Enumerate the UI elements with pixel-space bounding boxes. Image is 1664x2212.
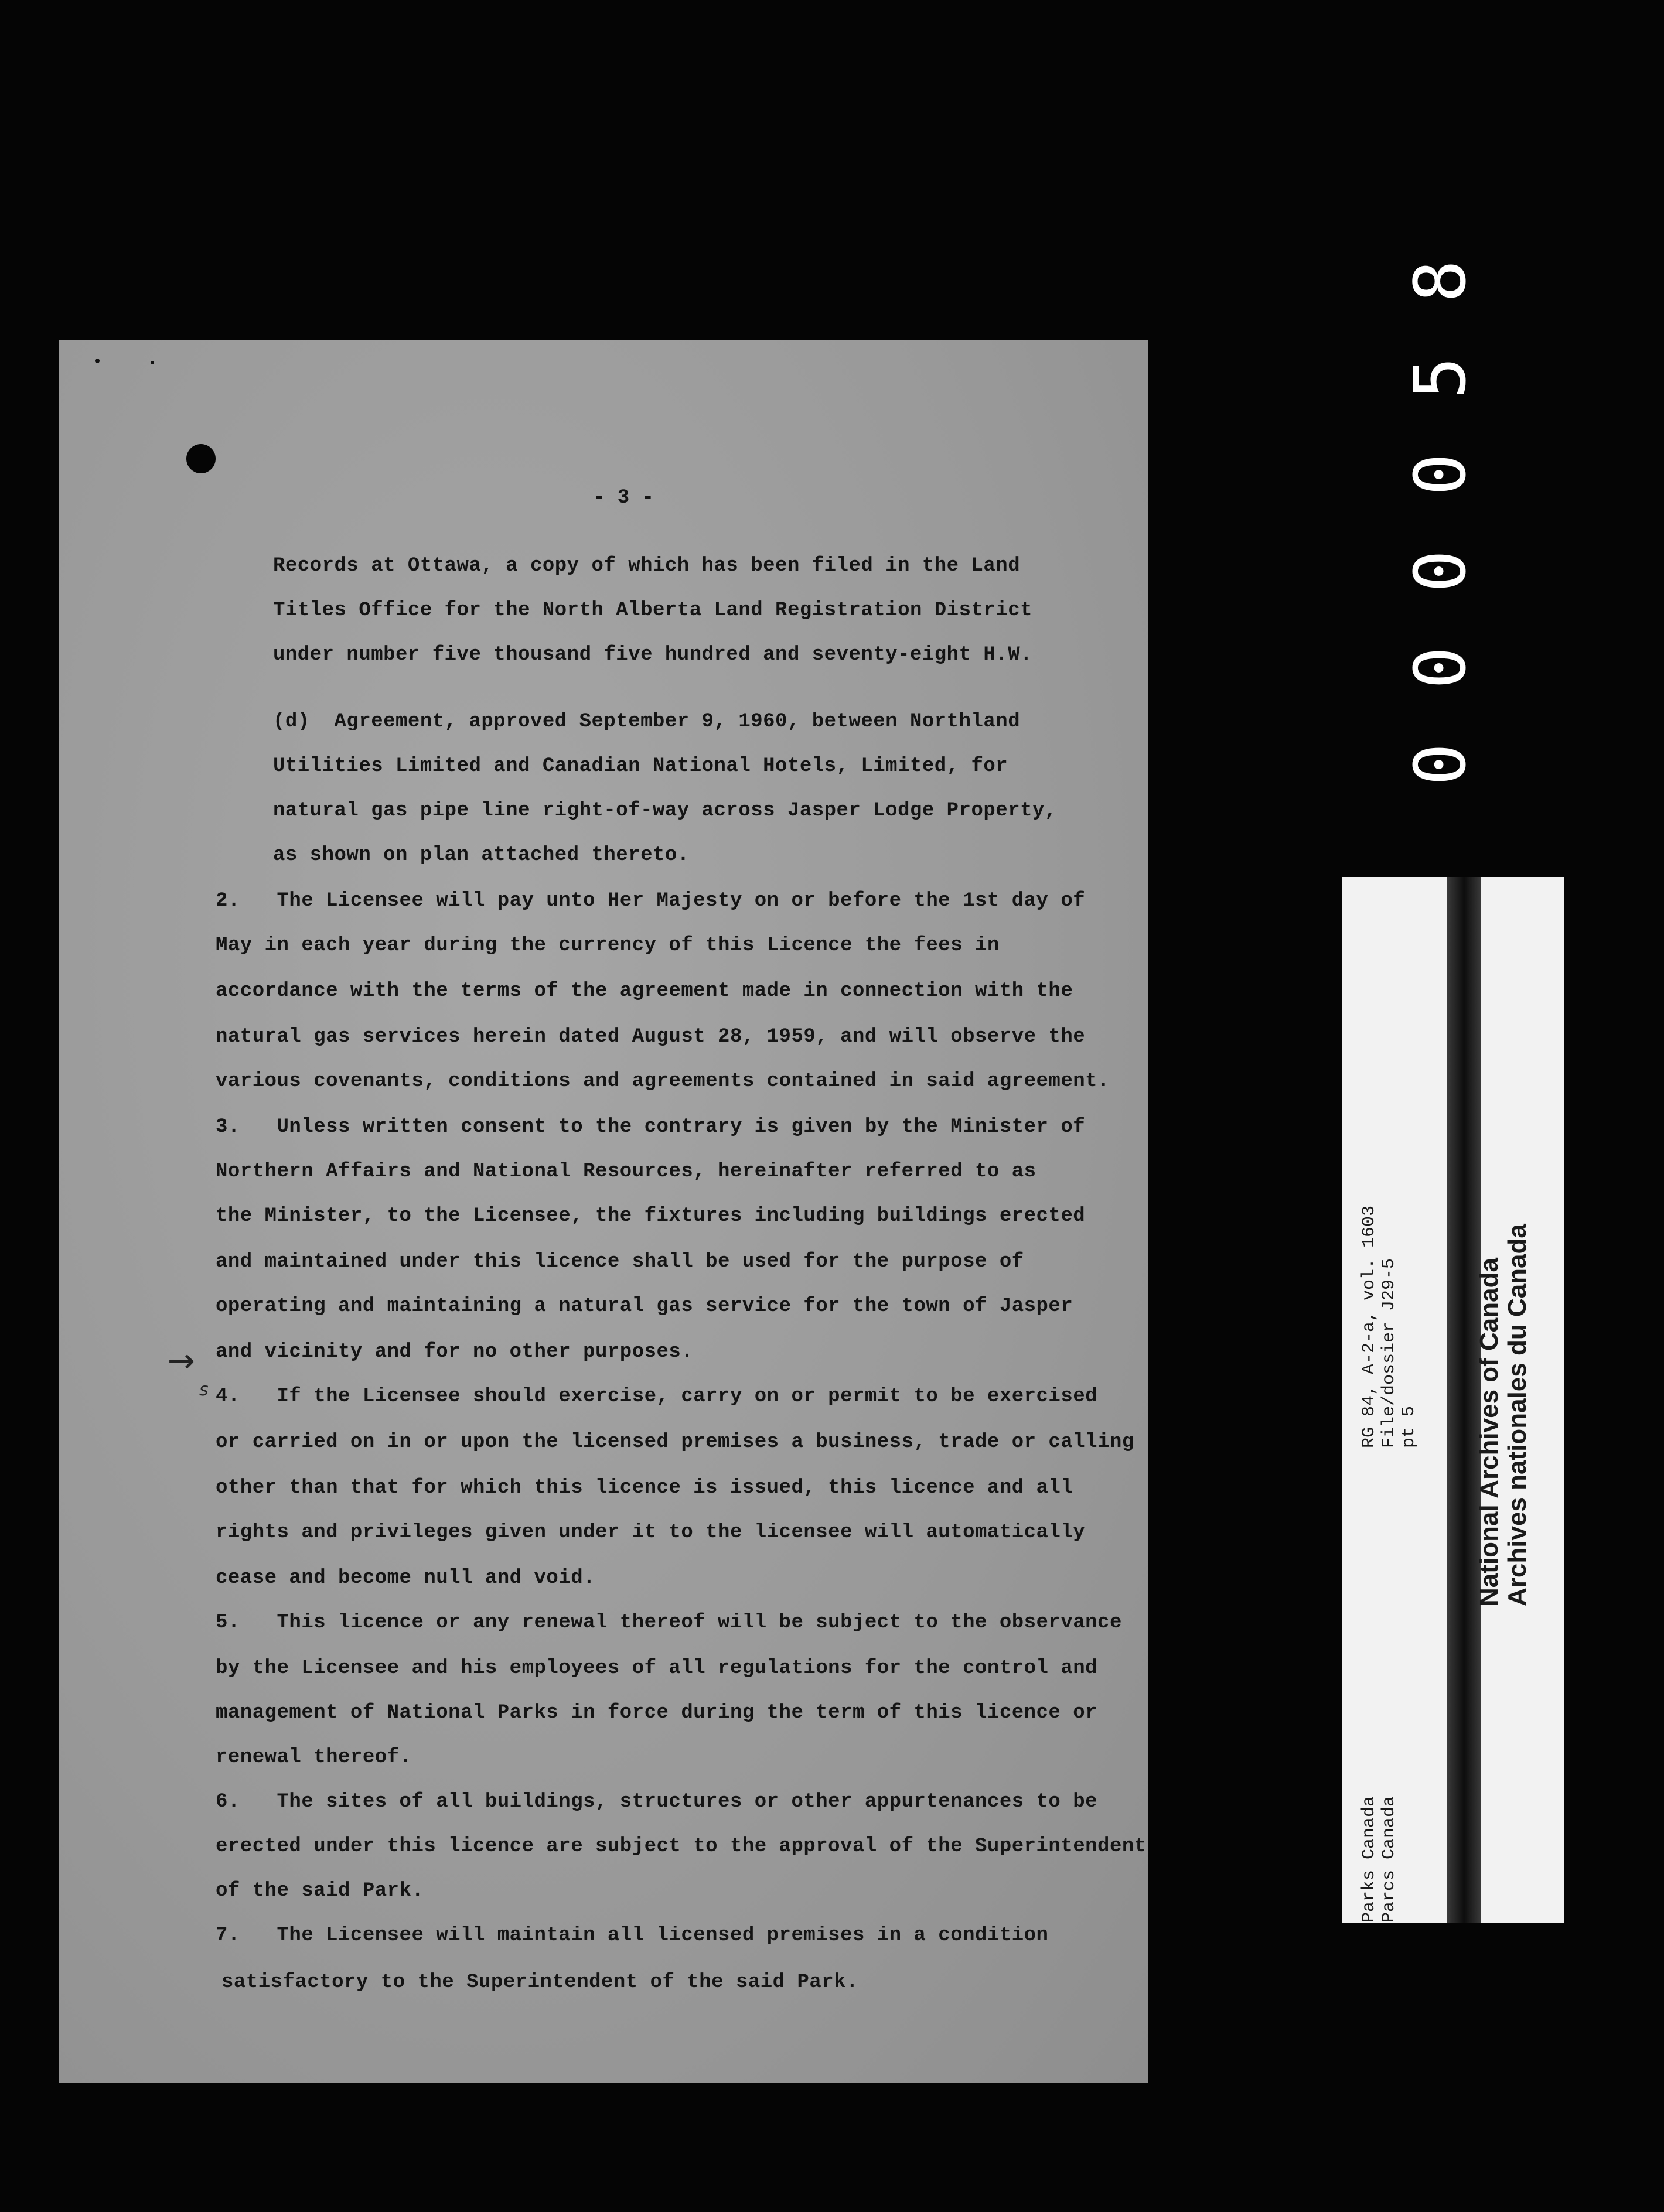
margin-note: s	[199, 1380, 209, 1400]
frame-digit: 8	[1400, 260, 1482, 303]
text-line: 2. The Licensee will pay unto Her Majesty on or before the 1st day of	[216, 890, 1086, 912]
punch-hole	[186, 444, 216, 473]
text-line: Utilities Limited and Canadian National Hotels, Limited, for	[273, 755, 1008, 777]
archive-reference: pt 5	[1399, 1405, 1419, 1448]
frame-digit: 0	[1400, 743, 1482, 786]
text-line: natural gas services herein dated August 28, 1959, and will observe the	[216, 1026, 1086, 1048]
text-line: (d) Agreement, approved September 9, 1960, between Northland	[273, 711, 1021, 733]
text-line: by the Licensee and his employees of all regulations for the control and	[216, 1657, 1098, 1680]
text-line: Northern Affairs and National Resources, hereinafter referred to as	[216, 1160, 1036, 1183]
text-line: the Minister, to the Licensee, the fixtures including buildings erected	[216, 1205, 1086, 1227]
text-line: natural gas pipe line right-of-way across Jasper Lodge Property,	[273, 800, 1057, 822]
margin-arrow: →	[168, 1342, 195, 1380]
text-line: renewal thereof.	[216, 1746, 412, 1769]
text-line: 3. Unless written consent to the contrary is given by the Minister of	[216, 1116, 1086, 1138]
archive-reference: File/dossier J29-5	[1379, 1258, 1399, 1448]
text-line: Records at Ottawa, a copy of which has been filed in the Land	[273, 555, 1021, 577]
text-line: of the said Park.	[216, 1880, 424, 1902]
institution-name: Archives nationales du Canada	[1503, 1224, 1532, 1606]
archive-reference: RG 84, A-2-a, vol. 1603	[1359, 1205, 1379, 1448]
frame-digit: 5	[1400, 356, 1482, 400]
text-line: Titles Office for the North Alberta Land Registration District	[273, 599, 1033, 622]
frame-digit: 0	[1400, 646, 1482, 689]
text-line: 7. The Licensee will maintain all licensed premises in a condition	[216, 1924, 1049, 1947]
text-line: accordance with the terms of the agreement made in connection with the	[216, 980, 1073, 1002]
agency-name: Parcs Canada	[1379, 1795, 1399, 1923]
text-line: various covenants, conditions and agreements contained in said agreement.	[216, 1070, 1110, 1093]
text-line: 6. The sites of all buildings, structures or other appurtenances to be	[216, 1791, 1098, 1813]
institution-name: National Archives of Canada	[1475, 1258, 1503, 1606]
text-line: operating and maintaining a natural gas service for the town of Jasper	[216, 1295, 1073, 1317]
text-line: rights and privileges given under it to the licensee will automatically	[216, 1521, 1086, 1544]
text-line: 4. If the Licensee should exercise, carry on or permit to be exercised	[216, 1385, 1098, 1408]
text-line: May in each year during the currency of this Licence the fees in	[216, 934, 1000, 957]
text-line: under number five thousand five hundred and seventy-eight H.W.	[273, 644, 1033, 666]
text-line: and vicinity and for no other purposes.	[216, 1341, 694, 1363]
frame-digit: 0	[1400, 453, 1482, 496]
document-page	[59, 340, 1148, 2083]
frame-digit: 0	[1400, 549, 1482, 593]
archive-tag	[1342, 877, 1564, 1923]
text-line: management of National Parks in force during the term of this licence or	[216, 1702, 1098, 1724]
text-line: satisfactory to the Superintendent of the said Park.	[221, 1971, 858, 1993]
text-line: as shown on plan attached thereto.	[273, 844, 690, 866]
speck	[151, 361, 154, 364]
text-line: cease and become null and void.	[216, 1567, 596, 1589]
speck	[95, 359, 100, 363]
frame-number	[1383, 228, 1500, 803]
text-line: or carried on in or upon the licensed premises a business, trade or calling	[216, 1431, 1134, 1453]
agency-name: Parks Canada	[1359, 1795, 1379, 1923]
text-line: other than that for which this licence is issued, this licence and all	[216, 1477, 1073, 1499]
page-number: - 3 -	[593, 487, 654, 509]
text-line: erected under this licence are subject to the approval of the Superintendent	[216, 1835, 1147, 1858]
text-line: 5. This licence or any renewal thereof will be subject to the observance	[216, 1612, 1122, 1634]
text-line: and maintained under this licence shall be used for the purpose of	[216, 1251, 1024, 1273]
